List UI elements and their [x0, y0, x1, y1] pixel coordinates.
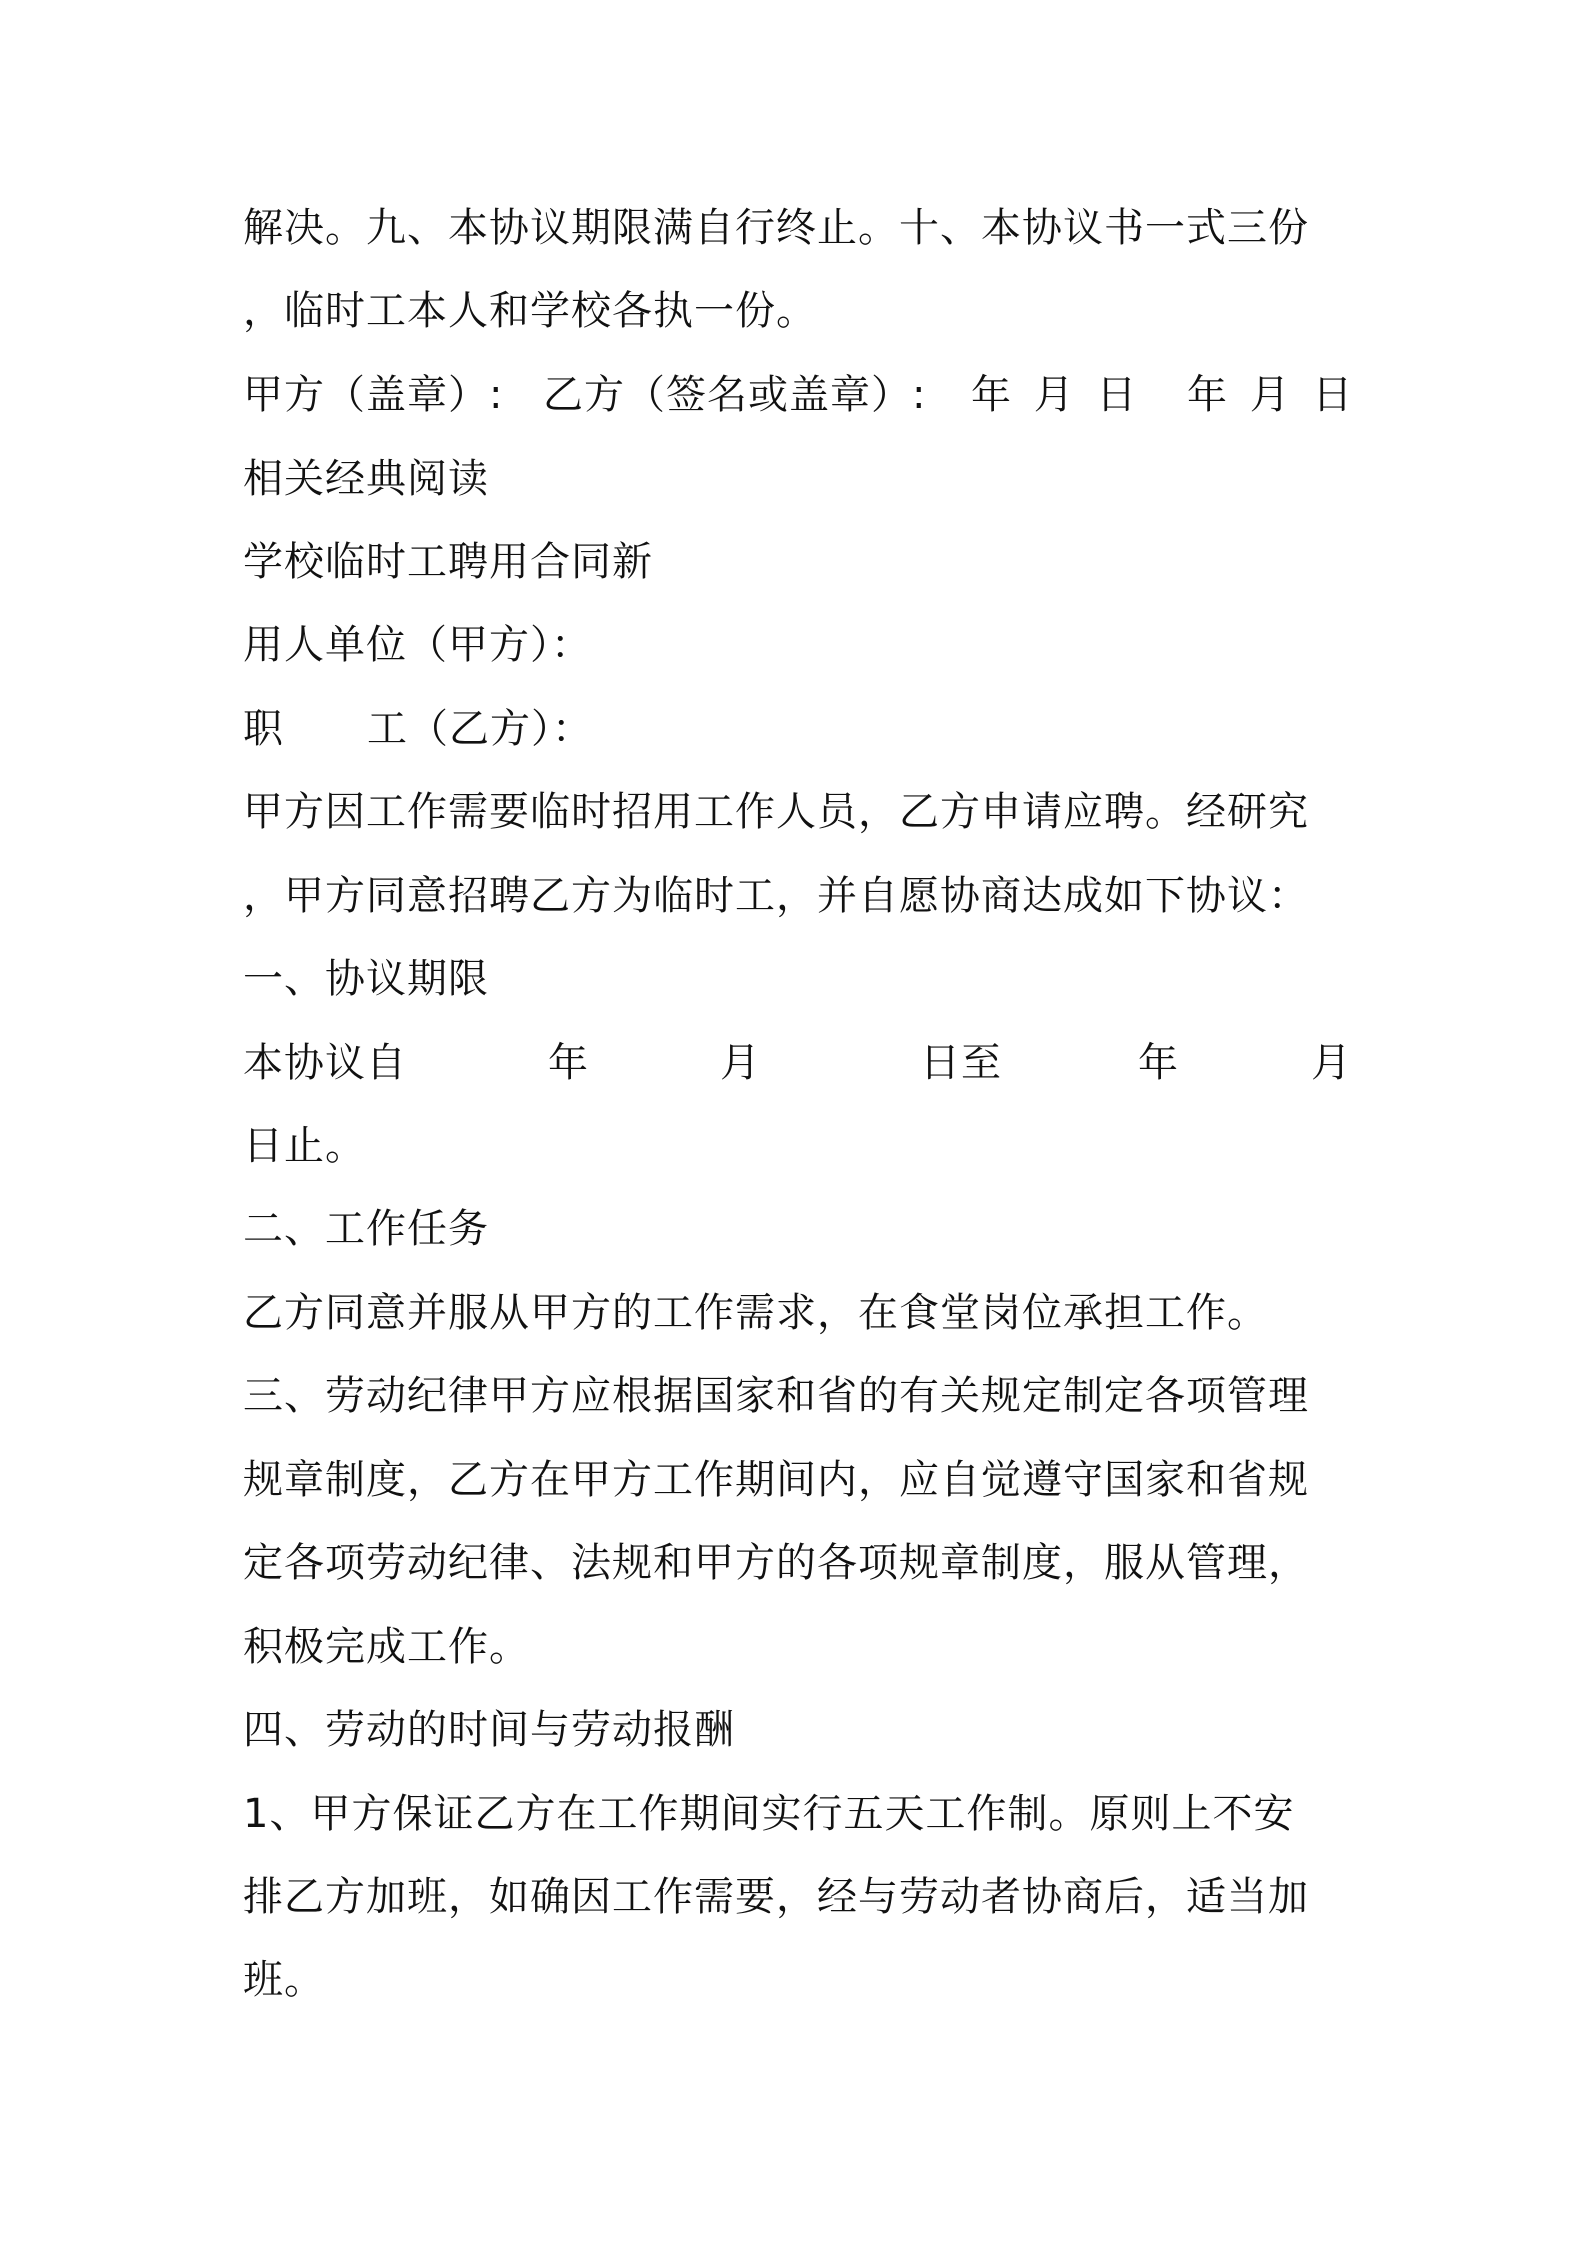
- term-month-start: 月: [720, 1040, 761, 1086]
- text-line: 排乙方加班，如确因工作需要，经与劳动者协商后，适当加: [243, 1874, 1309, 1920]
- text-line: 乙方同意并服从甲方的工作需求，在食堂岗位承担工作。: [243, 1290, 1268, 1336]
- term-year-start: 年: [548, 1040, 589, 1086]
- text-line: 三、劳动纪律甲方应根据国家和省的有关规定制定各项管理: [243, 1373, 1309, 1419]
- term-day-to: 日至: [920, 1040, 1002, 1086]
- worker-label-start: 职: [243, 706, 284, 752]
- text-line: 解决。九、本协议期限满自行终止。十、本协议书一式三份: [243, 205, 1309, 251]
- worker-line: [243, 699, 1353, 759]
- party-a-date: 年 月 日: [971, 372, 1138, 418]
- term-year-end: 年: [1138, 1040, 1179, 1086]
- related-reading-heading: 相关经典阅读: [243, 456, 489, 502]
- section-heading: 四、劳动的时间与劳动报酬: [243, 1707, 735, 1753]
- text-line: ，甲方同意招聘乙方为临时工，并自愿协商达成如下协议：: [243, 873, 1309, 919]
- term-dates-line: [243, 1033, 1353, 1093]
- text-line: 日止。: [243, 1123, 366, 1169]
- text-line: 积极完成工作。: [243, 1624, 530, 1670]
- text-line: 规章制度，乙方在甲方工作期间内，应自觉遵守国家和省规: [243, 1457, 1309, 1503]
- worker-label-end: 工（乙方）：: [367, 706, 593, 752]
- party-a-seal-label: 甲方（盖章）:: [243, 372, 504, 418]
- party-b-sign-label: 乙方（签名或盖章）:: [543, 372, 927, 418]
- text-line: 1、甲方保证乙方在工作期间实行五天工作制。原则上不安: [243, 1791, 1295, 1837]
- employer-label: 用人单位（甲方）：: [243, 622, 592, 668]
- section-heading: 一、协议期限: [243, 956, 489, 1002]
- term-month-end: 月: [1311, 1040, 1352, 1086]
- text-line: 甲方因工作需要临时招用工作人员，乙方申请应聘。经研究: [243, 789, 1309, 835]
- text-line: ，临时工本人和学校各执一份。: [243, 288, 817, 334]
- term-prefix: 本协议自: [243, 1040, 407, 1086]
- section-heading: 二、工作任务: [243, 1206, 489, 1252]
- contract-title: 学校临时工聘用合同新: [243, 539, 653, 585]
- text-line: 班。: [243, 1957, 325, 2003]
- text-line: 定各项劳动纪律、法规和甲方的各项规章制度，服从管理，: [243, 1540, 1309, 1586]
- party-b-date: 年 月 日: [1187, 372, 1354, 418]
- signature-line: [243, 365, 1353, 425]
